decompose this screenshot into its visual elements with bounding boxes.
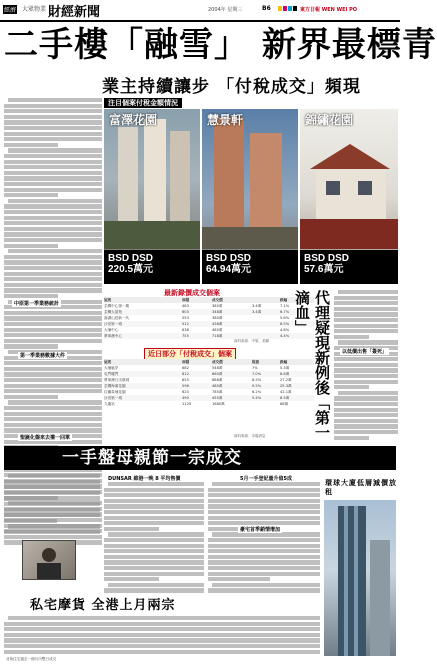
table-cell: 5.6% <box>280 316 290 320</box>
text-line <box>104 544 204 548</box>
text-line <box>208 566 320 570</box>
table-cell: 380萬 <box>212 304 223 308</box>
text-line <box>4 530 100 534</box>
photo-fuze-garden <box>104 109 200 284</box>
text-line <box>8 148 102 152</box>
text-line <box>4 272 102 276</box>
table-cell: 620 <box>182 390 189 394</box>
lower-headline-bar <box>4 446 396 470</box>
text-line <box>8 199 102 203</box>
table-cell: 荃灣中心第一期 <box>104 304 130 308</box>
table-cell: 將軍澳日出康城 <box>104 378 130 382</box>
table-cell: 九龍站 <box>104 402 115 406</box>
table-recent-transactions <box>104 288 314 344</box>
table-header-cell: 面積 <box>182 360 190 364</box>
text-line <box>208 516 320 520</box>
right-body-text <box>334 290 398 440</box>
color-mark <box>278 6 282 11</box>
text-line <box>334 419 398 423</box>
text-line <box>4 344 58 348</box>
right-vertical-headline: 代理疑現新例後「第一滴血」 <box>293 290 331 440</box>
text-line <box>8 249 102 253</box>
text-line <box>4 650 320 654</box>
text-line <box>334 312 398 316</box>
text-line <box>334 363 398 367</box>
table-cell: 655 <box>182 378 189 382</box>
table-cell: 25.3萬 <box>280 384 292 388</box>
text-line <box>208 493 320 497</box>
text-line <box>4 633 320 637</box>
text-line <box>104 521 204 525</box>
table-cell: 638 <box>182 328 189 332</box>
text-line <box>104 499 204 503</box>
text-line <box>334 335 369 339</box>
right-building-photo <box>324 500 396 656</box>
table-cell: 6.5% <box>280 322 290 326</box>
lower-right-subhead: 5月一手登記量升值5成 <box>240 476 292 482</box>
lower-box-label: 豪宅首季銷情增加 <box>240 527 281 533</box>
text-line <box>4 513 100 517</box>
text-line <box>4 260 102 264</box>
text-line <box>104 549 204 553</box>
text-line <box>104 510 204 514</box>
text-line <box>104 577 159 581</box>
table-cell: 8.6萬 <box>280 372 290 376</box>
text-line <box>212 532 320 536</box>
text-line <box>4 288 102 292</box>
tax-amount: 64.94萬元 <box>206 264 252 275</box>
table-cell: 7.0% <box>252 372 262 376</box>
photos-panel <box>104 98 398 284</box>
text-line <box>208 549 320 553</box>
text-line <box>4 638 320 642</box>
text-line <box>108 532 204 536</box>
text-line <box>104 527 159 531</box>
table-note: 資料來源：市場消息 <box>234 434 266 438</box>
text-line <box>104 538 204 542</box>
text-line <box>4 294 58 298</box>
text-line <box>104 516 204 520</box>
text-line <box>4 277 102 281</box>
tax-type-label: BSD DSD <box>304 253 350 264</box>
header-rule <box>0 20 400 22</box>
table-header-cell: 屋苑 <box>104 298 112 302</box>
text-line <box>4 485 100 489</box>
masthead-left-label: 經濟 <box>4 7 17 14</box>
table-cell: 3.4萬 <box>252 304 262 308</box>
lower-mid-column <box>104 482 204 594</box>
text-line <box>4 143 58 147</box>
table-cell: 6.7% <box>280 310 290 314</box>
text-line <box>4 244 58 248</box>
lower-right-body-text <box>208 482 320 594</box>
table-header-cell: 跌幅 <box>280 298 288 302</box>
text-line <box>4 176 102 180</box>
text-line <box>208 521 320 525</box>
right-column-text <box>334 290 398 440</box>
text-line <box>208 555 320 559</box>
main-headline: 二手樓「融雪」 新界最標青 <box>4 25 437 65</box>
text-line <box>334 380 398 384</box>
text-line <box>4 496 100 500</box>
text-line <box>334 374 398 378</box>
text-line <box>4 165 102 169</box>
text-line <box>4 316 102 320</box>
text-line <box>208 488 320 492</box>
text-line <box>4 322 102 326</box>
text-line <box>334 318 398 322</box>
text-line <box>4 339 102 343</box>
table-cell: 1120 <box>182 402 192 406</box>
text-line <box>334 408 398 412</box>
right-photo-headline: 環球大廈低層減價放租 <box>325 478 397 496</box>
text-line <box>334 402 398 406</box>
left-box-label-2: 第一季業務數據大件 <box>20 353 66 359</box>
table-cell: 荃灣海濱花園 <box>104 384 126 388</box>
table-cell: 1680萬 <box>212 402 225 406</box>
text-line <box>4 204 102 208</box>
table-cell: 8.5% <box>252 378 262 382</box>
table-header-cell: 成交價 <box>212 298 223 302</box>
brand-right: 東方日報 WEN WEI PO <box>300 7 358 13</box>
masthead <box>0 0 400 22</box>
text-line <box>334 424 398 428</box>
table-row <box>104 401 314 407</box>
text-line <box>334 396 398 400</box>
masthead-logo: 財經新聞 <box>48 5 101 20</box>
table-cell: 紅磡黃埔花園 <box>104 390 126 394</box>
text-line <box>338 391 398 395</box>
table-note: 資料來源：中原、美聯 <box>234 339 269 343</box>
text-line <box>208 560 320 564</box>
text-line <box>334 430 398 434</box>
text-line <box>8 616 320 620</box>
text-line <box>4 154 102 158</box>
text-line <box>104 493 204 497</box>
text-line <box>104 560 204 564</box>
table-cell: 380萬 <box>212 316 223 320</box>
right-box-label: 以低價出售「簽死」 <box>342 349 388 355</box>
bottom-body-text <box>4 616 320 656</box>
text-line <box>338 290 398 294</box>
text-line <box>4 109 102 113</box>
text-line <box>334 413 398 417</box>
text-line <box>8 474 100 478</box>
table-cell: 480萬 <box>212 328 223 332</box>
table-cell: 68萬 <box>280 402 289 406</box>
text-line <box>338 340 398 344</box>
table-cell: 718萬 <box>212 334 223 338</box>
text-line <box>212 482 320 486</box>
text-line <box>4 412 102 416</box>
page-code: B6 <box>262 5 271 12</box>
building-photo-icon <box>202 109 298 249</box>
lower-headline: 一手盤母親節一宗成交 <box>62 448 242 468</box>
table-cell: 6.2% <box>252 390 262 394</box>
color-mark <box>293 6 297 11</box>
text-line <box>208 572 320 576</box>
text-line <box>4 193 58 197</box>
table-cell: 5.5% <box>252 396 262 400</box>
text-line <box>334 385 369 389</box>
table-cell: 8.5萬 <box>280 396 290 400</box>
table-cell: 9.5% <box>252 384 262 388</box>
text-line <box>4 221 102 225</box>
text-line <box>4 480 100 484</box>
text-line <box>4 417 102 421</box>
text-line <box>4 266 102 270</box>
table-title: 近日部分「付稅成交」個案 <box>144 348 236 360</box>
table-cell: 682 <box>182 366 189 370</box>
left-box-label-1: 中原第一季業務統計 <box>14 301 60 307</box>
text-line <box>4 361 102 365</box>
table-cell: 5.3萬 <box>280 366 290 370</box>
table-cell: 7% <box>252 366 258 370</box>
text-line <box>208 510 320 514</box>
table-cell: 3.4萬 <box>252 310 262 314</box>
text-line <box>4 519 57 523</box>
tax-amount: 220.5萬元 <box>108 264 154 275</box>
text-line <box>4 104 102 108</box>
table-cell: 荃灣大屋苑 <box>104 310 122 314</box>
text-line <box>4 311 102 315</box>
color-registration-marks <box>278 6 298 11</box>
table-cell: 603 <box>182 310 189 314</box>
table-header-cell: 跌幅 <box>280 360 288 364</box>
person-photo-icon <box>23 541 75 579</box>
bottom-column <box>4 616 320 656</box>
text-line <box>208 544 320 548</box>
text-line <box>108 583 204 587</box>
date-text: 2004年 星期三 <box>208 7 243 13</box>
table-cell: 大埔嵐岸 <box>104 366 119 370</box>
text-line <box>4 384 102 388</box>
photo-title: 富澤花園 <box>109 113 158 127</box>
text-line <box>334 357 398 361</box>
text-line <box>212 583 320 587</box>
text-line <box>208 588 320 592</box>
text-line <box>4 182 102 186</box>
table-header-cell: 成交價 <box>212 360 223 364</box>
text-line <box>4 328 102 332</box>
text-line <box>4 227 102 231</box>
lower-right-column <box>208 482 320 594</box>
text-line <box>4 132 102 136</box>
text-line <box>4 120 102 124</box>
text-line <box>334 307 398 311</box>
text-line <box>108 482 204 486</box>
table-tax-paid-cases <box>104 348 314 440</box>
table-cell: 沙田第一城 <box>104 396 122 400</box>
table-cell: 688萬 <box>212 378 223 382</box>
text-line <box>104 572 204 576</box>
table-cell: 4.4% <box>280 334 290 338</box>
text-line <box>4 210 102 214</box>
tax-type-label: BSD DSD <box>206 253 252 264</box>
table-cell: 屯門瓏門 <box>104 372 119 376</box>
text-line <box>4 283 102 287</box>
house-photo-icon <box>300 109 398 249</box>
bottom-headline: 私宅摩貨 全港上月兩宗 <box>30 598 176 613</box>
table-cell: 455萬 <box>212 396 223 400</box>
text-line <box>208 499 320 503</box>
text-line <box>4 238 102 242</box>
tax-type-label: BSD DSD <box>108 253 154 264</box>
text-line <box>4 508 100 512</box>
table-header-cell: 稅款 <box>252 360 260 364</box>
table-cell: 553 <box>182 316 189 320</box>
skyscraper-photo-icon <box>324 500 396 656</box>
text-line <box>334 324 398 328</box>
tax-amount: 57.6萬元 <box>304 264 344 275</box>
text-line <box>334 296 398 300</box>
text-line <box>104 555 204 559</box>
text-line <box>4 627 320 631</box>
table-cell: 42.1萬 <box>280 390 292 394</box>
text-line <box>4 502 100 506</box>
text-line <box>104 504 204 508</box>
table-cell: 755 <box>182 334 189 338</box>
text-line <box>8 400 102 404</box>
masthead-logo-prefix: 大眾物業 <box>22 6 47 13</box>
building-photo-icon <box>104 109 200 249</box>
table-cell: 480萬 <box>212 384 223 388</box>
bottom-caption: 北角住宅過去一個月內雙日成交 <box>6 657 57 661</box>
text-line <box>4 428 102 432</box>
text-line <box>4 188 102 192</box>
table-cell: 大埔中心 <box>104 328 119 332</box>
table-cell: 660萬 <box>212 372 223 376</box>
text-line <box>4 395 58 399</box>
text-line <box>4 115 102 119</box>
photo-title: 慧景軒 <box>207 113 244 127</box>
text-line <box>334 329 398 333</box>
table-cell: 785萬 <box>212 390 223 394</box>
photos-panel-title: 注目個案付稅金額情況 <box>104 98 182 108</box>
text-line <box>8 98 102 102</box>
table-cell: 512 <box>182 322 189 326</box>
text-line <box>4 378 102 382</box>
table-cell: 7.1% <box>280 304 290 308</box>
text-line <box>4 389 102 393</box>
photo-title: 錦繡花園 <box>305 113 354 127</box>
text-line <box>4 171 102 175</box>
photo-wai-king-hin <box>202 109 298 284</box>
left-box-label-3: 聖誕化盤來去禮一回單 <box>20 435 71 441</box>
table-cell: 27.2萬 <box>280 378 292 382</box>
text-line <box>4 232 102 236</box>
table-cell: 嘉湖山莊新一代 <box>104 316 130 320</box>
text-line <box>334 301 398 305</box>
text-line <box>4 367 102 371</box>
sub-headline: 業主持續讓步 「付稅成交」頻現 <box>102 77 361 97</box>
lower-left-photo <box>22 540 76 580</box>
text-line <box>8 524 100 528</box>
tax-amount-box <box>202 250 298 284</box>
text-line <box>208 504 320 508</box>
photo-kam-sau-garden <box>300 109 398 284</box>
text-line <box>208 538 320 542</box>
table-cell: 812 <box>182 372 189 376</box>
text-line <box>104 488 204 492</box>
table-cell: 4.8% <box>280 328 290 332</box>
text-line <box>4 126 102 130</box>
table-cell: 548萬 <box>212 366 223 370</box>
text-line <box>4 423 102 427</box>
text-line <box>334 368 398 372</box>
text-line <box>4 644 320 648</box>
table-cell: 438萬 <box>212 322 223 326</box>
table-cell: 348萬 <box>212 310 223 314</box>
tax-amount-box <box>300 250 398 284</box>
table-cell: 483 <box>182 304 189 308</box>
text-line <box>104 588 204 592</box>
table-row <box>104 333 314 339</box>
table-cell: 490 <box>182 396 189 400</box>
text-line <box>4 491 100 495</box>
text-line <box>208 577 270 581</box>
table-cell: 將軍澳中心 <box>104 334 122 338</box>
color-mark <box>288 6 292 11</box>
text-line <box>104 566 204 570</box>
text-line <box>334 436 369 440</box>
table-title: 最新錄價成交個案 <box>164 289 220 297</box>
text-line <box>4 137 102 141</box>
text-line <box>4 255 102 259</box>
lower-mid-body-text <box>104 482 204 594</box>
table-header-cell: 面積 <box>182 298 190 302</box>
table-cell: 598 <box>182 384 189 388</box>
tax-amount-box <box>104 250 200 284</box>
table-cell: 沙田第一城 <box>104 322 122 326</box>
table-header-cell: 屋苑 <box>104 360 112 364</box>
text-line <box>4 406 102 410</box>
text-line <box>4 622 320 626</box>
text-line <box>4 372 102 376</box>
text-line <box>4 333 102 337</box>
text-line <box>4 216 102 220</box>
lower-mid-subhead: DUNSAR 維港一晚 8 平均售價 <box>108 476 181 482</box>
color-mark <box>283 6 287 11</box>
text-line <box>4 160 102 164</box>
